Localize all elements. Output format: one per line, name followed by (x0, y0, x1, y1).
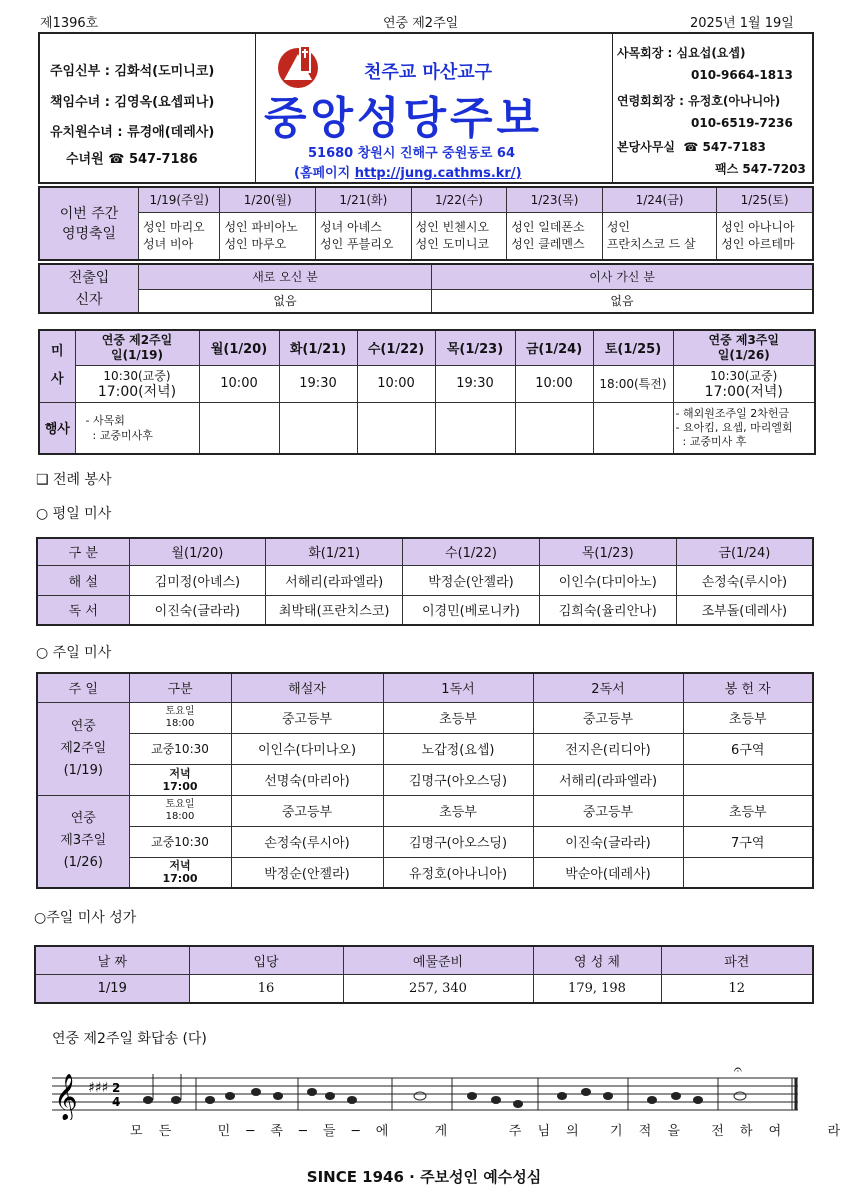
liturgy-heading: ❑ 전례 봉사 (36, 472, 112, 488)
event-cell (593, 402, 673, 454)
sunday-cell: 이인수(다미나오) (231, 733, 383, 764)
sunday-cell: 유정호(아나니아) (383, 857, 533, 888)
league-label: 연령회회장 : (617, 94, 684, 108)
league-phone: 010-6519-7236 (691, 116, 793, 130)
sunday-slot: 토요일 18:00 (129, 702, 231, 733)
office-phone: 547-7183 (702, 140, 766, 154)
weekday-header: 구 분 (37, 538, 129, 565)
event-cell (515, 402, 593, 454)
sunday-table (36, 672, 814, 889)
stats-header: 날 짜 (35, 946, 189, 974)
moved-members-header: 이사 가신 분 (432, 264, 814, 289)
diocese-name: 천주교 마산교구 (364, 62, 492, 83)
mass-time: 10:00 (515, 365, 593, 402)
feast-names: 성인 일데폰소 성인 클레멘스 (507, 212, 603, 260)
weekday-header: 수(1/22) (403, 538, 540, 565)
stats-value: 12 (661, 974, 813, 1003)
sunday-cell: 박순아(데레사) (533, 857, 683, 888)
feast-day: 1/19(주일) (139, 187, 220, 212)
staff-role: 책임수녀 (50, 95, 101, 110)
sunday-cell: 선명숙(마리아) (231, 764, 383, 795)
weekday-cell: 손정숙(루시아) (676, 565, 813, 595)
president-name: 심요섭(요셉) (676, 46, 746, 60)
sunday-slot: 교중10:30 (129, 826, 231, 857)
event-cell (357, 402, 435, 454)
weekday-cell: 최박태(프란치스코) (266, 595, 403, 625)
mass-time: 18:00(특전) (593, 365, 673, 402)
sunday-slot: 저녁 17:00 (129, 857, 231, 888)
weekday-cell: 이진숙(글라라) (129, 595, 266, 625)
weekday-header: 목(1/23) (539, 538, 676, 565)
sunday-header: 2독서 (533, 673, 683, 702)
weekday-heading: ○ 평일 미사 (36, 506, 112, 522)
sunday-cell: 7구역 (683, 826, 813, 857)
sunday-cell: 중고등부 (533, 702, 683, 733)
league-name: 유정호(아나니아) (688, 94, 781, 108)
event-label: 행사 (39, 402, 75, 454)
stats-header: 예물준비 (343, 946, 533, 974)
homepage-label: (홈페이지 (294, 166, 351, 181)
sunday-cell: 김명구(아오스딩) (383, 826, 533, 857)
staff-role: 주임신부 (50, 64, 101, 79)
stats-date: 1/19 (35, 974, 189, 1003)
staff-name: 김영옥(요셉피나) (114, 95, 215, 110)
feast-day: 1/24(금) (602, 187, 716, 212)
mass-time: 10:00 (357, 365, 435, 402)
sunday-slot: 저녁 17:00 (129, 764, 231, 795)
president-label: 사목회장 : (617, 46, 673, 60)
weekday-cell: 김희숙(율리안나) (539, 595, 676, 625)
feast-names: 성인 파비아노 성인 마루오 (220, 212, 316, 260)
mass-sunday2-times: 10:30(교중) 17:00(저녁) (673, 365, 815, 402)
psalm-lyrics: 모 든 민 ─ 족 ─ 들 ─ 에 게 주 님 의 기 적 을 전 하 여 라 (130, 1124, 842, 1139)
president-phone: 010-9664-1813 (691, 68, 793, 82)
sunday-group-label: 연중 제3주일 (1/26) (37, 795, 129, 888)
feast-day: 1/23(목) (507, 187, 603, 212)
fermata-icon: 𝄐 (734, 1062, 742, 1078)
weekday-cell: 박정순(안젤라) (403, 565, 540, 595)
stats-value: 16 (189, 974, 343, 1003)
sunday-cell: 전지은(리디아) (533, 733, 683, 764)
weekday-cell: 조부돌(데레사) (676, 595, 813, 625)
feast-label: 이번 주간 영명축일 (39, 187, 139, 260)
stats-value: 257, 340 (343, 974, 533, 1003)
feast-day: 1/21(화) (316, 187, 412, 212)
sunday-cell: 노갑정(요셉) (383, 733, 533, 764)
sunday-heading: ○ 주일 미사 (36, 645, 112, 661)
moves-label: 전출입 신자 (39, 264, 139, 313)
weekday-header: 월(1/20) (129, 538, 266, 565)
office-label: 본당사무실 (617, 140, 675, 154)
sunday-header: 봉 헌 자 (683, 673, 813, 702)
event-sunday1: - 사목회 : 교중미사후 (75, 402, 199, 454)
weekday-cell: 서해리(라파엘라) (266, 565, 403, 595)
mass-time: 10:00 (199, 365, 279, 402)
weekday-table (36, 537, 814, 626)
sunday-cell: 초등부 (683, 702, 813, 733)
weekday-cell: 이경민(베로니카) (403, 595, 540, 625)
new-members-value: 없음 (139, 289, 432, 313)
event-sunday2: - 해외원조주일 2차헌금 - 요아킴, 요셉, 마리엘회 : 교중미사 후 (673, 402, 815, 454)
weekday-cell: 김미정(아녜스) (129, 565, 266, 595)
staff-info: 주임신부 : 김화석(도미니코) 책임수녀 : 김영옥(요셉피나) 유치원수녀 : 류경애(데레사) 수녀원 ☎ 547-7186 (40, 34, 256, 182)
mass-day-header: 월(1/20) (199, 330, 279, 365)
sunday-cell (683, 764, 813, 795)
stats-header: 입당 (189, 946, 343, 974)
mass-sunday1-header: 연중 제2주일 일(1/19) (75, 330, 199, 365)
staff-name: 김화석(도미니코) (114, 64, 215, 79)
convent-phone: 547-7186 (128, 152, 198, 167)
mass-label: 미 사 (39, 330, 75, 402)
time-signature-icon: 4 (112, 1095, 121, 1109)
sunday-slot: 토요일 18:00 (129, 795, 231, 826)
feast-day: 1/22(수) (411, 187, 507, 212)
sunday-cell: 박정순(안젤라) (231, 857, 383, 888)
new-members-header: 새로 오신 분 (139, 264, 432, 289)
sunday-slot: 교중10:30 (129, 733, 231, 764)
mass-sunday2-header: 연중 제3주일 일(1/26) (673, 330, 815, 365)
convent-label: 수녀원 (66, 152, 104, 167)
sunday-header: 해설자 (231, 673, 383, 702)
sunday-cell (683, 857, 813, 888)
staff-role: 유치원수녀 (50, 125, 113, 140)
mass-day-header: 화(1/21) (279, 330, 357, 365)
mass-day-header: 토(1/25) (593, 330, 673, 365)
sunday-cell: 초등부 (683, 795, 813, 826)
sunday-cell: 서해리(라파엘라) (533, 764, 683, 795)
sunday-header: 구분 (129, 673, 231, 702)
staff-name: 류경애(데레사) (127, 125, 215, 140)
feast-names: 성인 마리오 성녀 비아 (139, 212, 220, 260)
weekday-header: 화(1/21) (266, 538, 403, 565)
fax-label: 팩스 (715, 162, 739, 176)
sunday-group-label: 연중 제2주일 (1/19) (37, 702, 129, 795)
footer-motto: SINCE 1946 · 주보성인 예수성심 (306, 1168, 542, 1186)
weekday-row-label: 독 서 (37, 595, 129, 625)
feast-table (38, 186, 814, 261)
feast-names: 성인 빈첸시오 성인 도미니코 (411, 212, 507, 260)
homepage (294, 162, 522, 181)
sunday-cell: 김명구(아오스딩) (383, 764, 533, 795)
liturgical-week: 연중 제2주일 (383, 16, 459, 31)
bulletin-title: 중앙성당주보 (264, 93, 544, 144)
sunday-cell: 중고등부 (231, 702, 383, 733)
bulletin-date: 2025년 1월 19일 (690, 16, 794, 31)
feast-names: 성인 아나니아 성인 아르테마 (717, 212, 813, 260)
sunday-cell: 중고등부 (533, 795, 683, 826)
feast-names: 성녀 아녜스 성인 푸블리오 (316, 212, 412, 260)
mass-day-header: 수(1/22) (357, 330, 435, 365)
mass-day-header: 목(1/23) (435, 330, 515, 365)
mass-schedule-table (38, 329, 816, 455)
sunday-cell: 손정숙(루시아) (231, 826, 383, 857)
mass-time: 19:30 (435, 365, 515, 402)
phone-icon: ☎ (683, 140, 699, 154)
sunday-cell: 초등부 (383, 795, 533, 826)
fax-phone: 547-7203 (742, 162, 806, 176)
event-cell (199, 402, 279, 454)
feast-day: 1/25(토) (717, 187, 813, 212)
mass-sunday1-times: 10:30(교중) 17:00(저녁) (75, 365, 199, 402)
sunday-header: 주 일 (37, 673, 129, 702)
sunday-cell: 6구역 (683, 733, 813, 764)
mass-day-header: 금(1/24) (515, 330, 593, 365)
treble-clef-icon: 𝄞 (54, 1074, 78, 1120)
psalm-score (0, 1060, 848, 1120)
stats-value: 179, 198 (533, 974, 661, 1003)
stats-table (34, 945, 814, 1004)
key-signature-icon: ♯♯♯ (88, 1080, 109, 1096)
moves-table (38, 263, 814, 314)
moved-members-value: 없음 (432, 289, 814, 313)
sunday-header: 1독서 (383, 673, 533, 702)
issue-number: 제1396호 (40, 16, 99, 31)
weekday-row-label: 해 설 (37, 565, 129, 595)
phone-icon: ☎ (108, 152, 125, 167)
homepage-link[interactable]: http://jung.cathms.kr/) (354, 166, 522, 181)
weekday-header: 금(1/24) (676, 538, 813, 565)
notes-icon (143, 1074, 746, 1108)
stats-header: 영 성 체 (533, 946, 661, 974)
event-cell (435, 402, 515, 454)
psalm-title: 연중 제2주일 화답송 (다) (52, 1031, 207, 1047)
contact-info (612, 34, 812, 182)
time-signature-icon: 2 (112, 1081, 121, 1095)
mass-time: 19:30 (279, 365, 357, 402)
feast-names: 성인 프란치스코 드 살 (602, 212, 716, 260)
feast-day: 1/20(월) (220, 187, 316, 212)
event-cell (279, 402, 357, 454)
sunday-cell: 중고등부 (231, 795, 383, 826)
stats-heading: ○주일 미사 성가 (34, 910, 137, 926)
bulletin-header (38, 32, 814, 184)
sunday-cell: 이진숙(글라라) (533, 826, 683, 857)
sunday-cell: 초등부 (383, 702, 533, 733)
stats-header: 파견 (661, 946, 813, 974)
church-address: 51680 창원시 진해구 중원동로 64 (308, 146, 516, 161)
weekday-cell: 이인수(다미아노) (539, 565, 676, 595)
